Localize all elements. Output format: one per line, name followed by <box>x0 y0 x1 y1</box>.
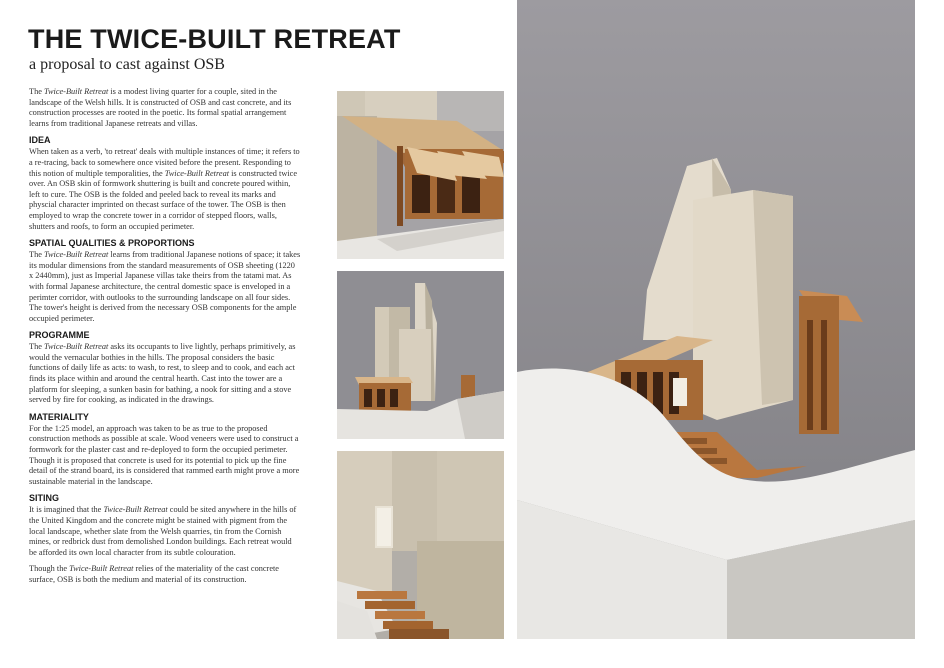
section-paragraph-materiality <box>29 424 301 488</box>
page-title: THE TWICE-BUILT RETREAT <box>28 24 401 54</box>
siting-prefix: It is imagined that the <box>29 505 104 515</box>
intro-project-name: Twice-Built Retreat <box>43 87 109 96</box>
siting-project-name: Twice-Built Retreat <box>103 505 168 515</box>
materiality-text: For the 1:25 model, an approach was taken to be as true to the proposed construction methods as possible at scale. Wood veneers were used to construct a formwork for the plaster cast and re-deployed to form the occupied perimeter. Though it is proposed that concrete is used for its potential to pick up the fine detail of the strand board, its is considered that rammed earth might prove a more sustainable material in the landscape. <box>29 423 300 486</box>
closing-text: relies of the materiality of the cast concrete surface, OSB is both the medium and material of its construction. <box>29 564 279 584</box>
section-paragraph-idea <box>29 147 301 232</box>
intro-paragraph <box>29 87 301 129</box>
closing-paragraph <box>29 564 301 585</box>
section-paragraph-spatial <box>29 250 301 324</box>
spatial-text: learns from traditional Japanese notions of space; it takes its modular dimensions from the standard measurements of OSB sheeting (1220 x 2440mm), just as Imperial Japanese villas take theirs from the tatami mat. As with formal Japanese architecture, the central domestic space is enveloped in a perimter corridor, with outlooks to the surrounding landscape on all four sides. The tower's height is derived from the necessary OSB components for the ample occupied perimeter. <box>29 250 301 323</box>
intro-prefix: The <box>29 87 44 96</box>
siting-text: could be sited anywhere in the hills of the United Kingdom and the concrete might be stained with pigment from the local landscape, whether slate from the Welsh quarries, tin from the Cornish mines, or redbrick dust from demolished London buildings. Each retreat would be afforded its own local character from its subtle colouration. <box>29 505 297 557</box>
body-text-column <box>29 87 301 592</box>
page-subtitle: a proposal to cast against OSB <box>29 56 225 73</box>
programme-project-name: Twice-Built Retreat <box>43 342 109 352</box>
section-paragraph-programme <box>29 342 301 406</box>
idea-prefix: When taken as a verb, 'to retreat' deals with multiple instances of time; it refers to a re-tracing, back to somewhere once visited before the present. Responding to this notion of multiple temporalities, the <box>29 147 300 178</box>
section-paragraph-siting <box>29 505 301 558</box>
section-heading-siting: SITING <box>29 493 60 504</box>
idea-project-name: Twice-Built Retreat <box>164 168 230 178</box>
section-heading-spatial: SPATIAL QUALITIES & PROPORTIONS <box>29 238 195 249</box>
closing-project-name: Twice-Built Retreat <box>69 564 134 574</box>
spatial-prefix: The <box>29 250 44 260</box>
model-photo-main <box>517 0 915 639</box>
section-heading-programme: PROGRAMME <box>29 330 90 341</box>
section-heading-idea: IDEA <box>29 135 51 146</box>
model-photo-tower-steps <box>337 451 504 639</box>
spatial-project-name: Twice-Built Retreat <box>43 250 109 260</box>
intro-text: is a modest living quarter for a couple, sited in the landscape of the Welsh hills. It is constructed of OSB and cast concrete, and its construction processes are rooted in the poetic. Its formal spatial arrangement learns from traditional Japanese retreats and villas. <box>29 87 292 128</box>
programme-prefix: The <box>29 342 44 352</box>
section-heading-materiality: MATERIALITY <box>29 411 89 422</box>
programme-text: asks its occupants to live lightly, perhaps primitively, as would the vernacular bothies in the hills. The proposal considers the basic functions of daily life as acts: to wash, to rest, to sleep and to cook, and each act finds its place within and around the central hearth. Cast into the tower are a platform for sleeping, a sunken basin for bathing, a nook for sitting and a stove served by fire for cooking, as indicated in the drawings. <box>29 342 296 405</box>
model-photo-shutters-closeup <box>337 91 504 259</box>
idea-text: is constructed twice over. An OSB skin of formwork shuttering is built and concrete poured within, left to cure. The OSB is the folded and peeled back to reveal its marks and physcial character imprinted on thecast surface of the tower. The OSB is then employed to wrap the concrete tower in a corridor of stepped floors, walls, shutters and roofs, to form an occupied perimeter. <box>29 168 297 231</box>
closing-prefix: Though the <box>29 564 70 574</box>
model-photo-overview-small <box>337 271 504 439</box>
